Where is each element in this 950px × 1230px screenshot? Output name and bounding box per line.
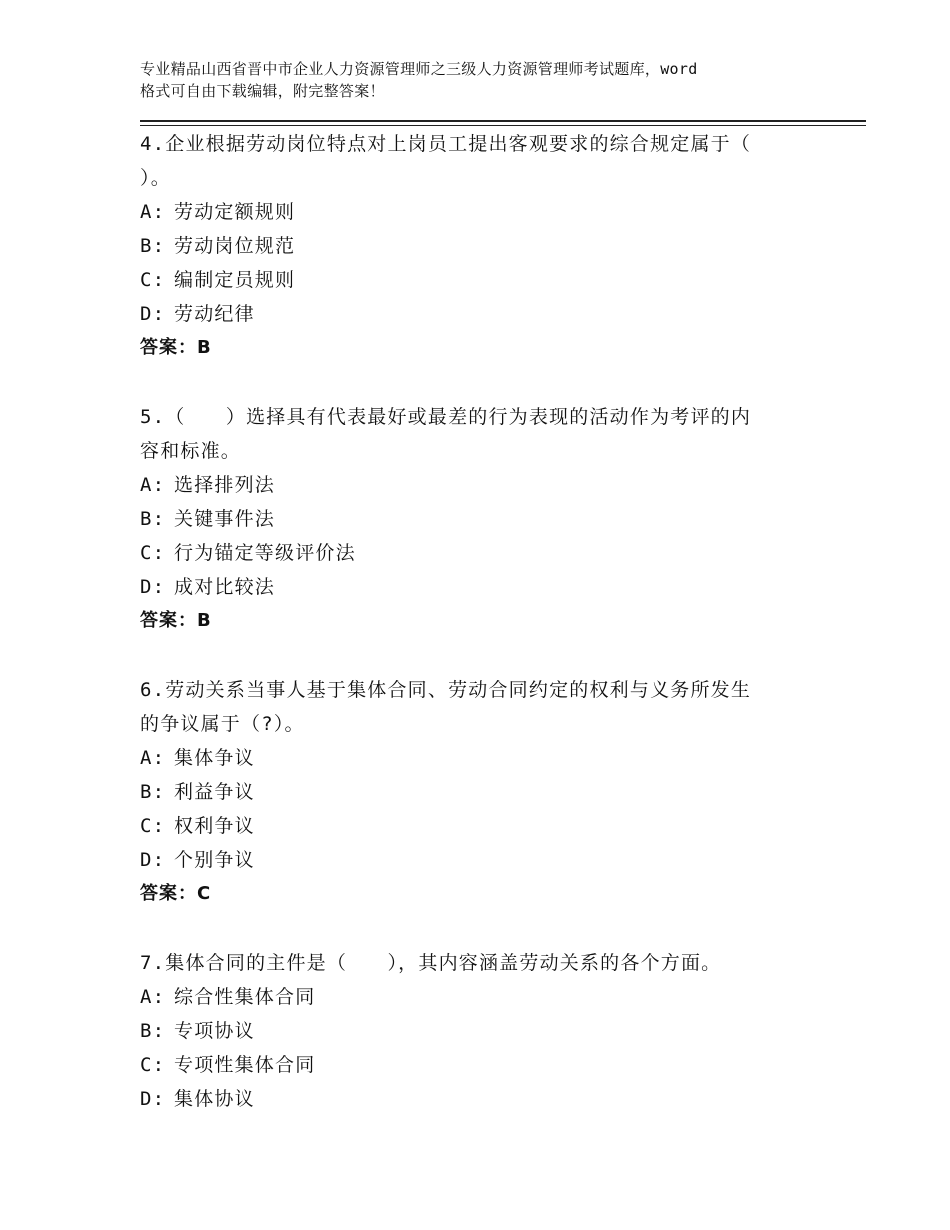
header-note-line-1: 专业精品山西省晋中市企业人力资源管理师之三级人力资源管理师考试题库，word — [140, 60, 698, 78]
question-text — [140, 946, 800, 980]
option-a — [140, 980, 800, 1014]
option-label: 劳动定额规则 — [174, 201, 296, 223]
option-b — [140, 775, 800, 809]
question-text — [140, 127, 800, 195]
option-key: D: — [140, 303, 166, 325]
option-d — [140, 570, 800, 604]
option-d — [140, 297, 800, 331]
option-key: D: — [140, 576, 166, 598]
option-key: A: — [140, 201, 166, 223]
option-a — [140, 741, 800, 775]
question-text-line-2: 的争议属于（?）。 — [140, 713, 305, 735]
option-label: 行为锚定等级评价法 — [174, 542, 356, 564]
option-key: A: — [140, 986, 166, 1008]
option-label: 权利争议 — [174, 815, 255, 837]
option-key: A: — [140, 474, 166, 496]
option-label: 劳动纪律 — [174, 303, 255, 325]
option-key: C: — [140, 815, 166, 837]
header-divider-thick — [140, 120, 866, 122]
option-key: B: — [140, 781, 166, 803]
option-c — [140, 263, 800, 297]
option-c — [140, 809, 800, 843]
option-label: 劳动岗位规范 — [174, 235, 296, 257]
option-label: 编制定员规则 — [174, 269, 296, 291]
option-b — [140, 502, 800, 536]
question-4 — [140, 127, 800, 365]
option-label: 成对比较法 — [174, 576, 276, 598]
question-5 — [140, 400, 800, 638]
option-key: C: — [140, 1054, 166, 1076]
answer: 答案：C — [140, 883, 212, 904]
option-key: A: — [140, 747, 166, 769]
question-7 — [140, 946, 800, 1116]
answer: 答案：B — [140, 337, 212, 358]
option-c — [140, 1048, 800, 1082]
question-text-line-1: 4.企业根据劳动岗位特点对上岗员工提出客观要求的综合规定属于（ — [140, 133, 752, 155]
option-a — [140, 468, 800, 502]
option-key: B: — [140, 235, 166, 257]
option-label: 关键事件法 — [174, 508, 276, 530]
question-text-line-1: 7.集体合同的主件是（ ），其内容涵盖劳动关系的各个方面。 — [140, 952, 722, 974]
option-a — [140, 195, 800, 229]
option-label: 专项性集体合同 — [174, 1054, 316, 1076]
question-text — [140, 400, 800, 468]
option-label: 选择排列法 — [174, 474, 276, 496]
option-label: 个别争议 — [174, 849, 255, 871]
option-label: 利益争议 — [174, 781, 255, 803]
question-text-line-2: 容和标准。 — [140, 440, 242, 462]
question-text — [140, 673, 800, 741]
option-key: D: — [140, 1088, 166, 1110]
option-d — [140, 843, 800, 877]
option-key: B: — [140, 1020, 166, 1042]
answer: 答案：B — [140, 610, 212, 631]
option-c — [140, 536, 800, 570]
option-key: C: — [140, 269, 166, 291]
option-b — [140, 229, 800, 263]
option-key: C: — [140, 542, 166, 564]
option-label: 综合性集体合同 — [174, 986, 316, 1008]
option-b — [140, 1014, 800, 1048]
question-6 — [140, 673, 800, 911]
option-key: B: — [140, 508, 166, 530]
option-d — [140, 1082, 800, 1116]
option-label: 专项协议 — [174, 1020, 255, 1042]
question-text-line-1: 5.（ ）选择具有代表最好或最差的行为表现的活动作为考评的内 — [140, 406, 752, 428]
question-text-line-1: 6.劳动关系当事人基于集体合同、劳动合同约定的权利与义务所发生 — [140, 679, 752, 701]
header-note-line-2: 格式可自由下载编辑，附完整答案！ — [140, 82, 385, 100]
header-divider-thin — [140, 125, 866, 126]
option-label: 集体争议 — [174, 747, 255, 769]
document-header-note — [140, 58, 860, 102]
question-text-line-2: ）。 — [140, 167, 171, 189]
option-label: 集体协议 — [174, 1088, 255, 1110]
option-key: D: — [140, 849, 166, 871]
